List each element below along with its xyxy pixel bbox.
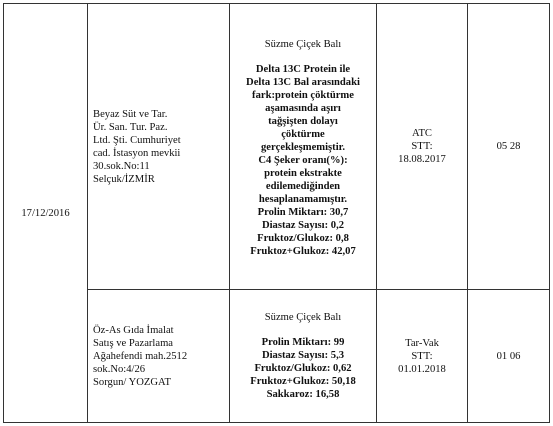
product-findings: Süzme Çiçek Balı Prolin Miktarı: 99 Diastaz Sayısı: 5,3 Fruktoz/Glukoz: 0,62 Fruktoz+Glukoz: 50,18 Sakkaroz: 16,58 <box>230 290 377 423</box>
stt-date: 01.01.2018 <box>398 363 446 375</box>
results-table <box>3 3 550 423</box>
company-address: Beyaz Süt ve Tar. Ür. San. Tur. Paz. Ltd. Şti. Cumhuriyet cad. İstasyon mevkii 30.sok.No:11 Selçuk/İZMİR <box>88 4 230 290</box>
stt-date: 18.08.2017 <box>398 154 446 165</box>
company-address: Öz-As Gıda İmalat Satış ve Pazarlama Ağahefendi mah.2512 sok.No:4/26 Sorgun/ YOZGAT <box>88 290 230 423</box>
table-row <box>4 4 550 290</box>
brand-stt: ATC STT: 18.08.2017 <box>377 4 468 290</box>
product-name: Süzme Çiçek Balı <box>264 312 342 323</box>
brand-name: ATC <box>411 128 432 139</box>
brand-stt: Tar-Vak STT: 01.01.2018 <box>377 290 468 423</box>
product-findings: Süzme Çiçek Balı Delta 13C Protein ile Delta 13C Bal arasındaki fark:protein çöktürme aşamasında aşırı tağşişten dolayı çöktürme gerçekleşmemiştir. C4 Şeker oranı(%): protein ekstrakte edilemediğinden hesaplanamamıştır. Prolin Miktarı: 30,7 Diastaz Sayısı: 0,2 Fruktoz/Glukoz: 0,8 Fruktoz+Glukoz: 42,07 <box>230 4 377 290</box>
product-name: Süzme Çiçek Balı <box>264 38 342 50</box>
date-cell: 17/12/2016 <box>4 4 88 423</box>
lot-number: 05 28 <box>468 4 550 290</box>
lot-number: 01 06 <box>468 290 550 423</box>
brand-name: Tar-Vak <box>405 337 439 349</box>
